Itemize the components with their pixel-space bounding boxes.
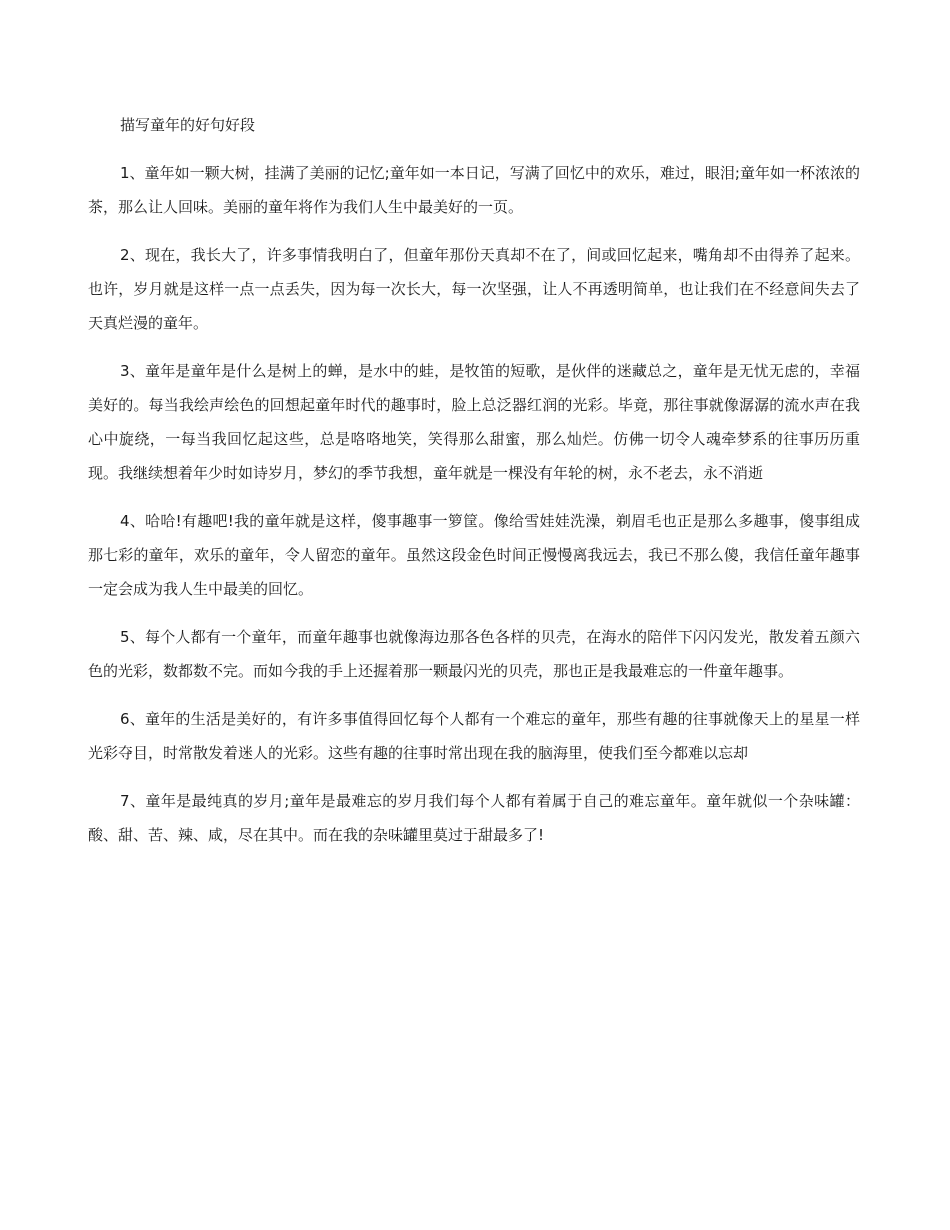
paragraph-3: 3、童年是童年是什么是树上的蝉，是水中的蛙，是牧笛的短歌，是伙伴的迷藏总之，童年是无忧无虑的，幸福美好的。每当我绘声绘色的回想起童年时代的趣事时，脸上总泛器红润的光彩。毕竟，那往事就像潺潺的流水声在我心中旋绕，一每当我回忆起这些，总是咯咯地笑，笑得那么甜蜜，那么灿烂。仿佛一切令人魂牵梦系的往事历历重现。我继续想着年少时如诗岁月，梦幻的季节我想，童年就是一棵没有年轮的树，永不老去，永不消逝: [88, 362, 860, 482]
paragraph-4: 4、哈哈!有趣吧!我的童年就是这样，傻事趣事一箩筐。像给雪娃娃洗澡，剃眉毛也正是那么多趣事，傻事组成那七彩的童年，欢乐的童年，令人留恋的童年。虽然这段金色时间正慢慢离我远去，我已不那么傻，我信任童年趣事一定会成为我人生中最美的回忆。: [88, 512, 860, 598]
document-title: 描写童年的好句好段: [120, 116, 256, 134]
document-page: [88, 108, 860, 866]
paragraph-7: 7、童年是最纯真的岁月;童年是最难忘的岁月我们每个人都有着属于自己的难忘童年。童年就似一个杂味罐：酸、甜、苦、辣、咸，尽在其中。而在我的杂味罐里莫过于甜最多了!: [88, 792, 860, 844]
paragraph-5: 5、每个人都有一个童年，而童年趣事也就像海边那各色各样的贝壳，在海水的陪伴下闪闪发光，散发着五颜六色的光彩，数都数不完。而如今我的手上还握着那一颗最闪光的贝壳，那也正是我最难忘的一件童年趣事。: [88, 628, 860, 680]
paragraph-1: 1、童年如一颗大树，挂满了美丽的记忆;童年如一本日记，写满了回忆中的欢乐，难过，眼泪;童年如一杯浓浓的茶，那么让人回味。美丽的童年将作为我们人生中最美好的一页。: [88, 164, 860, 216]
paragraph-6: 6、童年的生活是美好的，有许多事值得回忆每个人都有一个难忘的童年，那些有趣的往事就像天上的星星一样光彩夺目，时常散发着迷人的光彩。这些有趣的往事时常出现在我的脑海里，使我们至今都难以忘却: [88, 710, 860, 762]
paragraph-2: 2、现在，我长大了，许多事情我明白了，但童年那份天真却不在了，间或回忆起来，嘴角却不由得养了起来。也许，岁月就是这样一点一点丢失，因为每一次长大，每一次坚强，让人不再透明简单，也让我们在不经意间失去了天真烂漫的童年。: [88, 246, 860, 332]
